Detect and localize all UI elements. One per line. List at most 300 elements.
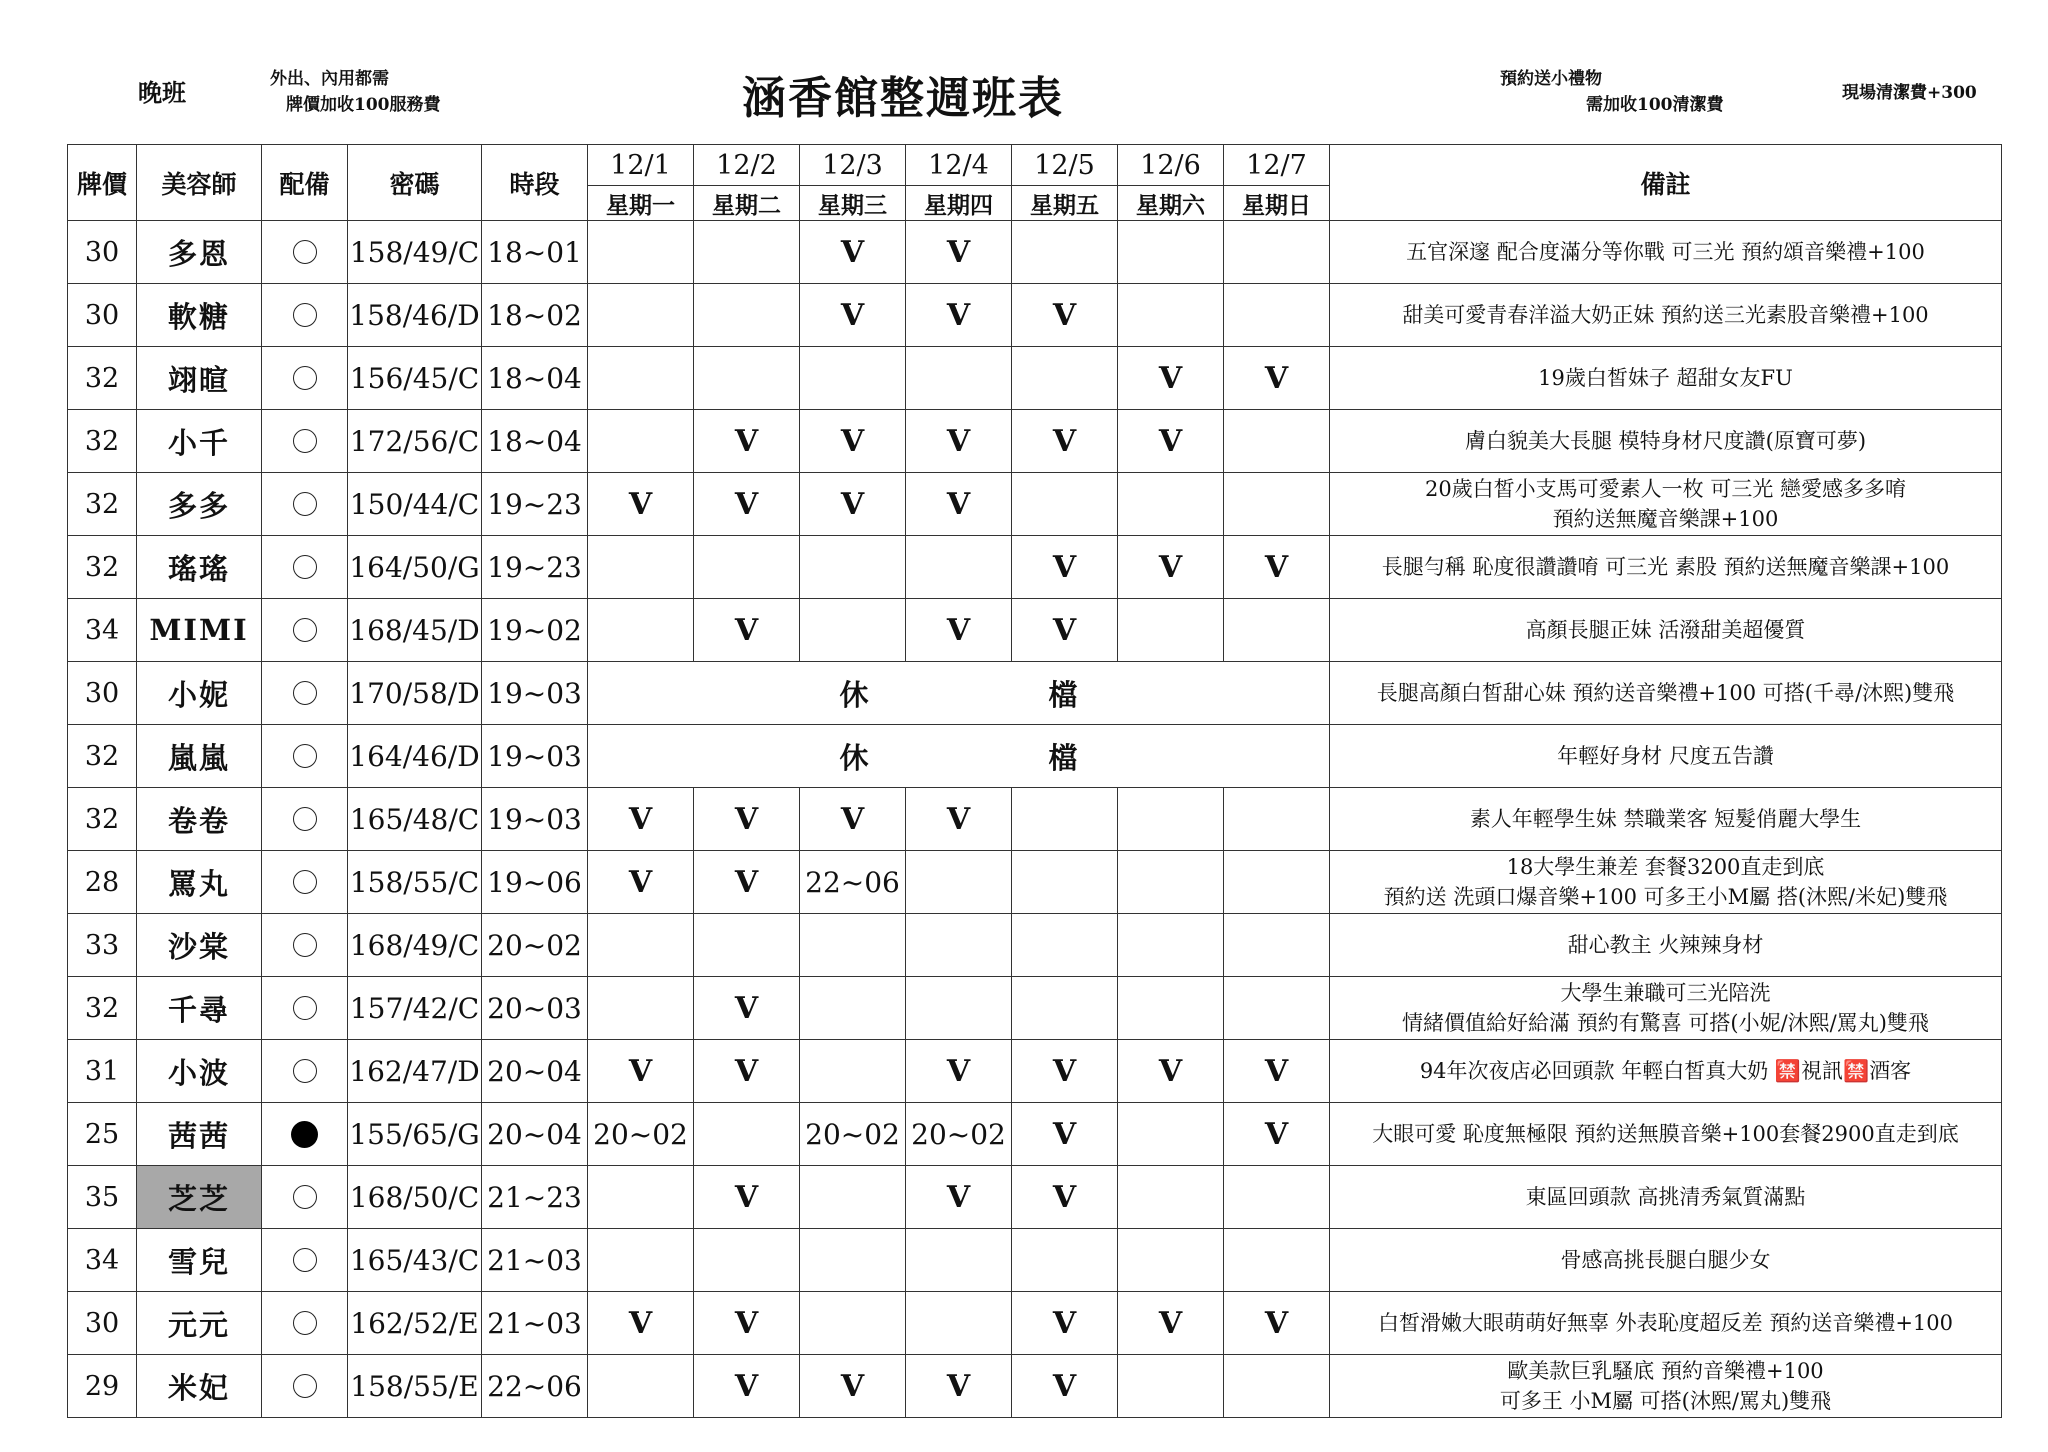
day-cell	[1118, 599, 1224, 662]
price-cell: 30	[68, 284, 137, 347]
open-circle-icon	[293, 870, 317, 894]
header-weekday: 星期三	[800, 186, 906, 221]
price-cell: 33	[68, 914, 137, 977]
day-cell	[588, 284, 694, 347]
remark-line: 五官深邃 配合度滿分等你戰 可三光 預約頌音樂禮+100	[1406, 240, 1925, 264]
code-cell: 170/58/D	[348, 662, 482, 725]
equip-cell	[262, 977, 348, 1040]
remark-line: 骨感高挑長腿白腿少女	[1560, 1248, 1771, 1272]
day-cell: V	[588, 1292, 694, 1355]
price-cell: 28	[68, 851, 137, 914]
day-cell	[694, 221, 800, 284]
schedule-row	[68, 1229, 2002, 1292]
beautician-name: 茜茜	[137, 1103, 262, 1166]
day-cell: V	[588, 851, 694, 914]
remark-line: 情緒價值給好給滿 預約有驚喜 可搭(小妮/沐熙/罵丸)雙飛	[1402, 1011, 1929, 1035]
day-cell: V	[906, 599, 1012, 662]
gift-note	[1500, 66, 1724, 118]
day-cell	[588, 410, 694, 473]
price-cell: 31	[68, 1040, 137, 1103]
time-cell: 19~02	[482, 599, 588, 662]
beautician-name: 嵐嵐	[137, 725, 262, 788]
header-weekday: 星期四	[906, 186, 1012, 221]
beautician-name: 沙棠	[137, 914, 262, 977]
open-circle-icon	[293, 1248, 317, 1272]
day-cell	[1224, 284, 1330, 347]
code-cell: 158/49/C	[348, 221, 482, 284]
day-cell	[1118, 1229, 1224, 1292]
equip-cell	[262, 473, 348, 536]
time-cell: 19~06	[482, 851, 588, 914]
header-date: 12/7	[1224, 145, 1330, 186]
header-weekday: 星期一	[588, 186, 694, 221]
schedule-row	[68, 1103, 2002, 1166]
schedule-row	[68, 851, 2002, 914]
beautician-name: 小千	[137, 410, 262, 473]
remarks-cell	[1330, 788, 2002, 851]
day-cell: V	[800, 284, 906, 347]
schedule-row	[68, 410, 2002, 473]
remark-line: 94年次夜店必回頭款 年輕白皙真大奶 🈲視訊🈲酒客	[1419, 1059, 1912, 1083]
open-circle-icon	[293, 681, 317, 705]
day-cell	[1224, 473, 1330, 536]
day-cell	[800, 599, 906, 662]
day-cell: V	[906, 1355, 1012, 1418]
day-cell: V	[1118, 410, 1224, 473]
day-cell: V	[906, 473, 1012, 536]
day-cell: V	[1012, 599, 1118, 662]
price-cell: 32	[68, 788, 137, 851]
day-cell: V	[1012, 1355, 1118, 1418]
schedule-row	[68, 1166, 2002, 1229]
day-cell: V	[1012, 536, 1118, 599]
open-circle-icon	[293, 744, 317, 768]
day-cell: V	[800, 221, 906, 284]
day-cell: V	[694, 1355, 800, 1418]
remark-line: 東區回頭款 高挑清秀氣質滿點	[1525, 1185, 1806, 1209]
remarks-cell	[1330, 851, 2002, 914]
equip-cell	[262, 1103, 348, 1166]
shift-label: 晚班	[138, 78, 186, 107]
time-cell: 20~02	[482, 914, 588, 977]
day-cell	[906, 914, 1012, 977]
code-cell: 158/46/D	[348, 284, 482, 347]
day-cell: V	[906, 410, 1012, 473]
remarks-cell	[1330, 1229, 2002, 1292]
day-cell	[1118, 1355, 1224, 1418]
day-cell	[906, 347, 1012, 410]
day-cell	[1012, 347, 1118, 410]
remark-line: 大學生兼職可三光陪洗	[1560, 981, 1771, 1005]
price-cell: 32	[68, 725, 137, 788]
header-date: 12/3	[800, 145, 906, 186]
day-cell	[694, 284, 800, 347]
price-cell: 32	[68, 473, 137, 536]
header-weekday: 星期二	[694, 186, 800, 221]
equip-cell	[262, 662, 348, 725]
schedule-row	[68, 725, 2002, 788]
equip-cell	[262, 410, 348, 473]
day-cell: V	[1118, 1040, 1224, 1103]
gift-note-line1: 預約送小禮物	[1500, 69, 1602, 89]
day-cell	[800, 536, 906, 599]
header-equip: 配備	[262, 145, 348, 221]
equip-cell	[262, 599, 348, 662]
remarks-cell	[1330, 1292, 2002, 1355]
time-cell: 19~03	[482, 788, 588, 851]
beautician-name: 千尋	[137, 977, 262, 1040]
open-circle-icon	[293, 303, 317, 327]
day-cell	[800, 914, 906, 977]
open-circle-icon	[293, 1311, 317, 1335]
day-cell: V	[694, 473, 800, 536]
header-date: 12/4	[906, 145, 1012, 186]
remark-line: 素人年輕學生妹 禁職業客 短髮俏麗大學生	[1469, 807, 1862, 831]
code-cell: 158/55/C	[348, 851, 482, 914]
day-cell: V	[694, 1292, 800, 1355]
day-cell: V	[588, 1040, 694, 1103]
price-cell: 34	[68, 599, 137, 662]
remarks-cell	[1330, 1166, 2002, 1229]
day-cell: V	[800, 788, 906, 851]
day-cell	[1224, 1166, 1330, 1229]
code-cell: 164/50/G	[348, 536, 482, 599]
day-cell: V	[1012, 1166, 1118, 1229]
price-cell: 32	[68, 410, 137, 473]
time-cell: 18~04	[482, 347, 588, 410]
equip-cell	[262, 851, 348, 914]
equip-cell	[262, 221, 348, 284]
day-cell	[694, 1229, 800, 1292]
beautician-name: MIMI	[137, 599, 262, 662]
day-cell: 22~06	[800, 851, 906, 914]
schedule-row	[68, 536, 2002, 599]
schedule-row	[68, 599, 2002, 662]
day-cell: V	[694, 1040, 800, 1103]
header-date: 12/6	[1118, 145, 1224, 186]
day-cell	[588, 347, 694, 410]
time-cell: 18~01	[482, 221, 588, 284]
day-cell: V	[1224, 536, 1330, 599]
off-word-slot: 檔	[1048, 740, 1078, 775]
day-cell	[906, 1292, 1012, 1355]
open-circle-icon	[293, 555, 317, 579]
day-cell: V	[588, 473, 694, 536]
header-date: 12/1	[588, 145, 694, 186]
time-cell: 21~03	[482, 1292, 588, 1355]
beautician-name: 瑤瑤	[137, 536, 262, 599]
schedule-row	[68, 914, 2002, 977]
remark-line: 高顏長腿正妹 活潑甜美超優質	[1525, 618, 1806, 642]
header-remarks: 備註	[1330, 145, 2002, 221]
code-cell: 165/43/C	[348, 1229, 482, 1292]
remarks-cell	[1330, 1103, 2002, 1166]
day-cell	[694, 536, 800, 599]
day-cell: V	[1224, 1292, 1330, 1355]
header-weekday: 星期五	[1012, 186, 1118, 221]
day-cell: V	[1224, 1103, 1330, 1166]
remark-line: 可多王 小M屬 可搭(沐熙/罵丸)雙飛	[1499, 1389, 1832, 1413]
day-cell	[1012, 788, 1118, 851]
open-circle-icon	[293, 429, 317, 453]
open-circle-icon	[293, 1185, 317, 1209]
day-cell: V	[588, 788, 694, 851]
time-cell: 19~23	[482, 473, 588, 536]
price-cell: 30	[68, 221, 137, 284]
day-cell	[1118, 788, 1224, 851]
time-cell: 22~06	[482, 1355, 588, 1418]
beautician-name: 小妮	[137, 662, 262, 725]
day-cell	[1118, 914, 1224, 977]
day-cell	[694, 1103, 800, 1166]
day-cell	[588, 914, 694, 977]
day-cell: V	[906, 788, 1012, 851]
day-cell	[1012, 977, 1118, 1040]
day-cell	[800, 1040, 906, 1103]
code-cell: 172/56/C	[348, 410, 482, 473]
open-circle-icon	[293, 1374, 317, 1398]
gift-note-line2: 需加收100清潔費	[1586, 95, 1724, 115]
day-cell	[1224, 788, 1330, 851]
off-word-slot: 檔	[1048, 677, 1078, 712]
day-cell	[1224, 851, 1330, 914]
time-cell: 19~03	[482, 725, 588, 788]
code-cell: 164/46/D	[348, 725, 482, 788]
beautician-name: 米妃	[137, 1355, 262, 1418]
remark-line: 19歲白皙妹子 超甜女友FU	[1538, 366, 1793, 390]
day-cell	[1118, 851, 1224, 914]
remarks-cell	[1330, 284, 2002, 347]
open-circle-icon	[293, 366, 317, 390]
code-cell: 158/55/E	[348, 1355, 482, 1418]
time-cell: 21~23	[482, 1166, 588, 1229]
day-cell	[1118, 977, 1224, 1040]
day-cell	[588, 221, 694, 284]
schedule-row	[68, 284, 2002, 347]
day-cell: V	[800, 1355, 906, 1418]
price-cell: 30	[68, 662, 137, 725]
price-cell: 35	[68, 1166, 137, 1229]
time-cell: 19~23	[482, 536, 588, 599]
day-cell: V	[906, 1166, 1012, 1229]
remarks-cell	[1330, 536, 2002, 599]
day-cell	[588, 1229, 694, 1292]
equip-cell	[262, 347, 348, 410]
day-cell	[1224, 1229, 1330, 1292]
remarks-cell	[1330, 410, 2002, 473]
day-cell: V	[1012, 1292, 1118, 1355]
day-cell	[588, 599, 694, 662]
remarks-cell	[1330, 1040, 2002, 1103]
header-weekday: 星期日	[1224, 186, 1330, 221]
equip-cell	[262, 1166, 348, 1229]
day-cell: 20~02	[588, 1103, 694, 1166]
weekly-schedule-table	[67, 144, 2002, 1418]
price-cell: 34	[68, 1229, 137, 1292]
day-cell: V	[1224, 347, 1330, 410]
remarks-cell	[1330, 347, 2002, 410]
code-cell: 162/47/D	[348, 1040, 482, 1103]
beautician-name: 元元	[137, 1292, 262, 1355]
beautician-name: 軟糖	[137, 284, 262, 347]
day-cell: V	[906, 221, 1012, 284]
day-cell	[906, 851, 1012, 914]
header-price: 牌價	[68, 145, 137, 221]
service-fee-note-line2: 牌價加收100服務費	[286, 95, 441, 115]
schedule-row	[68, 1292, 2002, 1355]
equip-cell	[262, 914, 348, 977]
price-cell: 25	[68, 1103, 137, 1166]
off-word-rest: 休	[839, 740, 869, 775]
time-cell: 20~04	[482, 1103, 588, 1166]
day-cell	[1118, 1166, 1224, 1229]
schedule-row	[68, 473, 2002, 536]
remarks-cell	[1330, 1355, 2002, 1418]
day-cell: 20~02	[906, 1103, 1012, 1166]
day-cell: V	[1118, 536, 1224, 599]
day-cell: V	[1012, 284, 1118, 347]
time-cell: 20~03	[482, 977, 588, 1040]
remarks-cell	[1330, 914, 2002, 977]
remark-line: 大眼可愛 恥度無極限 預約送無膜音樂+100套餐2900直走到底	[1372, 1122, 1959, 1146]
equip-cell	[262, 1355, 348, 1418]
day-cell	[1012, 914, 1118, 977]
remark-line: 預約送 洗頭口爆音樂+100 可多王小M屬 搭(沐熙/米妃)雙飛	[1383, 885, 1948, 909]
open-circle-icon	[293, 996, 317, 1020]
day-cell: V	[1012, 1040, 1118, 1103]
open-circle-icon	[293, 807, 317, 831]
code-cell: 157/42/C	[348, 977, 482, 1040]
remarks-cell	[1330, 599, 2002, 662]
day-cell: V	[694, 1166, 800, 1229]
day-cell: V	[694, 410, 800, 473]
day-cell: 20~02	[800, 1103, 906, 1166]
schedule-row	[68, 221, 2002, 284]
day-cell	[906, 536, 1012, 599]
off-word-rest: 休	[839, 677, 869, 712]
time-cell: 18~02	[482, 284, 588, 347]
day-cell: V	[906, 1040, 1012, 1103]
day-cell	[800, 977, 906, 1040]
price-cell: 30	[68, 1292, 137, 1355]
header-beautician: 美容師	[137, 145, 262, 221]
off-notice	[588, 662, 1330, 725]
day-cell	[1118, 284, 1224, 347]
beautician-name: 芝芝	[137, 1166, 262, 1229]
day-cell	[1224, 599, 1330, 662]
day-cell	[800, 1292, 906, 1355]
equip-cell	[262, 1040, 348, 1103]
day-cell: V	[694, 851, 800, 914]
schedule-row	[68, 977, 2002, 1040]
day-cell	[800, 347, 906, 410]
day-cell	[694, 347, 800, 410]
time-cell: 18~04	[482, 410, 588, 473]
price-cell: 29	[68, 1355, 137, 1418]
cleaning-fee-note: 現場清潔費+300	[1842, 83, 1977, 103]
code-cell: 155/65/G	[348, 1103, 482, 1166]
schedule-row	[68, 1040, 2002, 1103]
beautician-name: 卷卷	[137, 788, 262, 851]
beautician-name: 多多	[137, 473, 262, 536]
equip-cell	[262, 1292, 348, 1355]
equip-cell	[262, 536, 348, 599]
equip-cell	[262, 284, 348, 347]
off-notice	[588, 725, 1330, 788]
day-cell: V	[800, 473, 906, 536]
day-cell	[906, 977, 1012, 1040]
day-cell	[1224, 1355, 1330, 1418]
day-cell: V	[694, 788, 800, 851]
day-cell	[588, 536, 694, 599]
remark-line: 膚白貌美大長腿 模特身材尺度讚(原寶可夢)	[1464, 429, 1867, 453]
day-cell	[800, 1166, 906, 1229]
time-cell: 19~03	[482, 662, 588, 725]
day-cell	[1224, 221, 1330, 284]
day-cell	[1118, 1103, 1224, 1166]
day-cell	[906, 1229, 1012, 1292]
code-cell: 168/45/D	[348, 599, 482, 662]
beautician-name: 翊暄	[137, 347, 262, 410]
beautician-name: 多恩	[137, 221, 262, 284]
day-cell	[1224, 914, 1330, 977]
schedule-row	[68, 1355, 2002, 1418]
header-date: 12/5	[1012, 145, 1118, 186]
remark-line: 預約送無魔音樂課+100	[1552, 507, 1779, 531]
open-circle-icon	[293, 1059, 317, 1083]
code-cell: 156/45/C	[348, 347, 482, 410]
beautician-name: 雪兒	[137, 1229, 262, 1292]
header-code: 密碼	[348, 145, 482, 221]
service-fee-note-line1: 外出、內用都需	[270, 69, 389, 89]
time-cell: 20~04	[482, 1040, 588, 1103]
code-cell: 168/50/C	[348, 1166, 482, 1229]
remark-line: 甜心教主 火辣辣身材	[1567, 933, 1764, 957]
header-time: 時段	[482, 145, 588, 221]
day-cell: V	[1118, 347, 1224, 410]
remark-line: 20歲白皙小支馬可愛素人一枚 可三光 戀愛感多多唷	[1424, 477, 1907, 501]
page-title: 涵香館整週班表	[742, 73, 1064, 124]
day-cell	[1012, 851, 1118, 914]
day-cell	[588, 1355, 694, 1418]
schedule-row	[68, 347, 2002, 410]
day-cell	[588, 1166, 694, 1229]
day-cell	[1012, 221, 1118, 284]
open-circle-icon	[293, 933, 317, 957]
day-cell: V	[800, 410, 906, 473]
remarks-cell	[1330, 662, 2002, 725]
code-cell: 168/49/C	[348, 914, 482, 977]
code-cell: 162/52/E	[348, 1292, 482, 1355]
open-circle-icon	[293, 240, 317, 264]
header-date: 12/2	[694, 145, 800, 186]
equip-cell	[262, 1229, 348, 1292]
day-cell: V	[906, 284, 1012, 347]
remarks-cell	[1330, 473, 2002, 536]
remark-line: 18大學生兼差 套餐3200直走到底	[1506, 855, 1825, 879]
day-cell	[1012, 473, 1118, 536]
day-cell	[1224, 977, 1330, 1040]
remark-line: 甜美可愛青春洋溢大奶正妹 預約送三光素股音樂禮+100	[1402, 303, 1929, 327]
code-cell: 165/48/C	[348, 788, 482, 851]
schedule-row	[68, 662, 2002, 725]
equip-cell	[262, 725, 348, 788]
price-cell: 32	[68, 536, 137, 599]
time-cell: 21~03	[482, 1229, 588, 1292]
remark-line: 歐美款巨乳騷底 預約音樂禮+100	[1507, 1359, 1824, 1383]
code-cell: 150/44/C	[348, 473, 482, 536]
price-cell: 32	[68, 977, 137, 1040]
